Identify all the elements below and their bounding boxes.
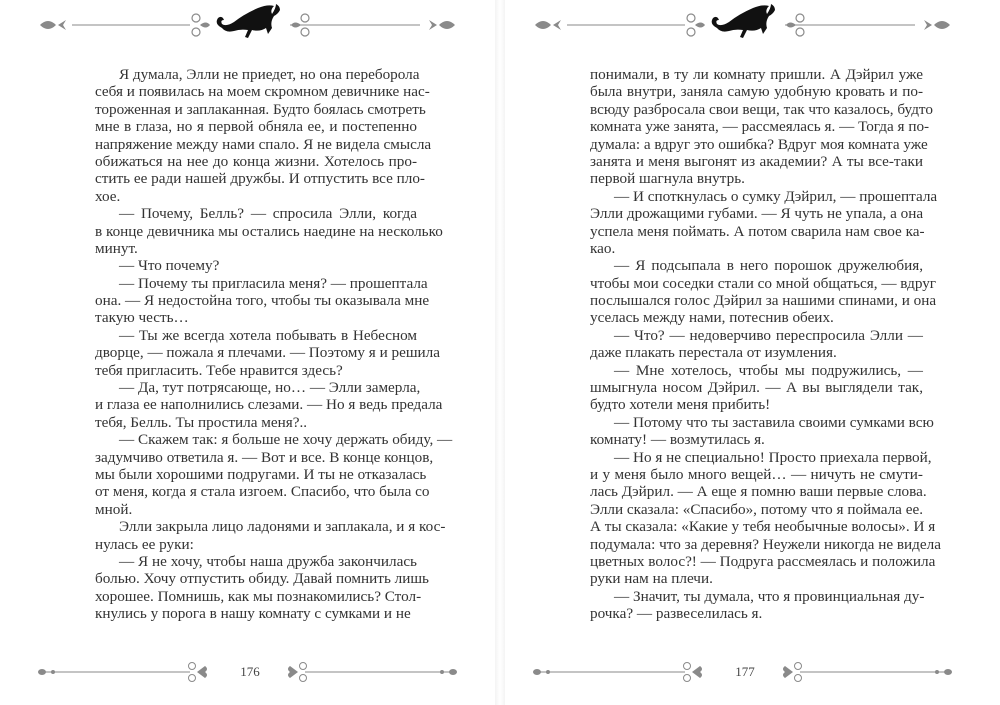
text-line: в конце девичника мы остались наедине на несколько xyxy=(95,222,443,240)
text-line: даже плакать перестала от изумления. xyxy=(590,344,837,362)
text-line: минут. xyxy=(95,239,138,257)
header-ornament-dragon xyxy=(0,2,495,42)
text-line: послышался голос Дэйрил за нашими спинами, и она xyxy=(590,292,937,310)
dragon-icon xyxy=(712,4,775,38)
text-line: болью. Хочу отпустить обиду. Давай помнить лишь xyxy=(95,570,429,588)
text-line: всюду разбросала свои вещи, так что казалось, будто xyxy=(590,100,933,118)
text-line: такую честь… xyxy=(95,309,189,327)
text-line: шмыгнула носом Дэйрил. — А вы выглядели так, xyxy=(590,379,923,397)
text-line: — Что почему? xyxy=(119,257,220,275)
text-line: от меня, когда я стала изгоем. Спасибо, что была со xyxy=(95,483,430,501)
text-line: нулась ее руки: xyxy=(95,535,194,553)
text-line: — Значит, ты думала, что я провинциальная ду- xyxy=(614,587,925,605)
text-line: и глаза ее наполнились слезами. — Но я ведь предала xyxy=(95,396,443,414)
text-line: — И споткнулась о сумку Дэйрил, — прошептала xyxy=(614,187,938,205)
text-line: — Но я не специально! Просто приехала первой, xyxy=(614,448,932,466)
text-line: Элли закрыла лицо ладонями и заплакала, и я кос- xyxy=(119,518,446,536)
text-line: понимали, в ту ли комнату пришли. А Дэйрил уже xyxy=(590,66,923,83)
text-line: подумала: что за деревня? Неужели никогда не видела xyxy=(590,535,941,553)
text-line: Элли дрожащими губами. — Я чуть не упала, а она xyxy=(590,205,924,223)
text-line: А ты сказала: «Какие у тебя необычные волосы». И я xyxy=(590,518,936,536)
text-line: — Ты же всегда хотела побывать в Небесном xyxy=(119,326,417,344)
text-line: — Да, тут потрясающе, но… — Элли замерла, xyxy=(119,379,421,397)
text-line: рочка? — развеселилась я. xyxy=(590,605,763,623)
text-line: — Потому что ты заставила своими сумками всю xyxy=(614,413,934,431)
text-line: као. xyxy=(590,239,616,257)
text-line: стить ее ради нашей дружбы. И отпустить все пло- xyxy=(95,170,425,188)
text-line: Элли сказала: «Спасибо», потому что я поймала ее. xyxy=(590,500,923,518)
text-line: Я думала, Элли не приедет, но она переборола xyxy=(119,66,420,83)
left-page xyxy=(0,0,495,705)
text-line: — Я подсыпала в него порошок дружелюбия, xyxy=(614,257,923,275)
text-line: уселась между нами, потеснив обеих. xyxy=(590,309,834,327)
text-line: — Что? — недоверчиво переспросила Элли — xyxy=(614,326,923,344)
dragon-icon xyxy=(217,4,280,38)
text-line: комната уже занята, — рассмеялась я. — Тогда я по- xyxy=(590,118,930,136)
text-line: — Я не хочу, чтобы наша дружба закончилась xyxy=(119,552,417,570)
book-spine xyxy=(495,0,505,705)
text-line: кнулись у порога в нашу комнату с сумками и не xyxy=(95,605,411,623)
text-line: себя и появилась на моем скромном девичнике нас- xyxy=(95,83,430,101)
page-number: 177 xyxy=(735,664,755,679)
text-line: задумчиво ответила я. — Вот и все. В конце концов, xyxy=(95,448,434,466)
text-line: напряжение между нами спало. Я не видела смысла xyxy=(95,135,432,153)
left-page-text xyxy=(95,66,453,623)
header-ornament-dragon xyxy=(505,2,1000,42)
text-line: была внутри, заняла самую удобную кровать и по- xyxy=(590,83,923,101)
page-number: 176 xyxy=(240,664,260,679)
text-line: — Мне хотелось, чтобы мы подружились, — xyxy=(614,361,923,379)
text-line: хорошее. Помнишь, как мы познакомились? Стол- xyxy=(95,587,422,605)
text-line: руки нам на плечи. xyxy=(590,570,713,588)
text-line: мы были хорошими подругами. И ты не отказалась xyxy=(95,465,427,483)
right-page-text xyxy=(590,66,941,623)
text-line: тебя, Белль. Ты простила меня?.. xyxy=(95,413,308,431)
text-line: — Почему ты пригласила меня? — прошептала xyxy=(119,274,428,292)
text-line: тебя пригласить. Тебе нравится здесь? xyxy=(95,361,343,379)
right-page xyxy=(505,0,1000,705)
text-line: думала: а вдруг это ошибка? Вдруг моя комната уже xyxy=(590,135,928,153)
text-line: — Скажем так: я больше не хочу держать обиду, — xyxy=(119,431,453,449)
text-line: тороженная и заплаканная. Будто боялась смотреть xyxy=(95,100,426,118)
text-line: обижаться на нее до конца жизни. Хотелось про- xyxy=(95,152,417,170)
text-line: цветных волос?! — Подруга рассмеялась и положила xyxy=(590,552,936,570)
text-line: первой шагнула внутрь. xyxy=(590,170,745,188)
text-line: комнату! — возмутилась я. xyxy=(590,431,765,449)
text-line: хое. xyxy=(95,187,121,205)
text-line: и у меня было много вещей… — ничуть не смути- xyxy=(590,465,923,483)
text-line: успела меня поймать. А потом сварила нам свое ка- xyxy=(590,222,925,240)
text-line: мной. xyxy=(95,500,133,518)
text-line: лась Дэйрил. — А еще я помню ваши первые слова. xyxy=(590,483,927,501)
text-line: мне в глаза, но я первой обняла ее, и постепенно xyxy=(95,118,417,136)
text-line: она. — Я недостойна того, чтобы ты оказывала мне xyxy=(95,292,430,310)
text-line: чтобы мои соседки стали со мной общаться, — вдруг xyxy=(590,274,937,292)
text-line: — Почему, Белль? — спросила Элли, когда xyxy=(119,205,417,223)
text-line: дворце, — пожала я плечами. — Поэтому я и решила xyxy=(95,344,440,362)
text-line: занята и меня выгонят из академии? А ты все-таки xyxy=(590,152,923,170)
text-line: будто хотели меня прибить! xyxy=(590,396,771,414)
